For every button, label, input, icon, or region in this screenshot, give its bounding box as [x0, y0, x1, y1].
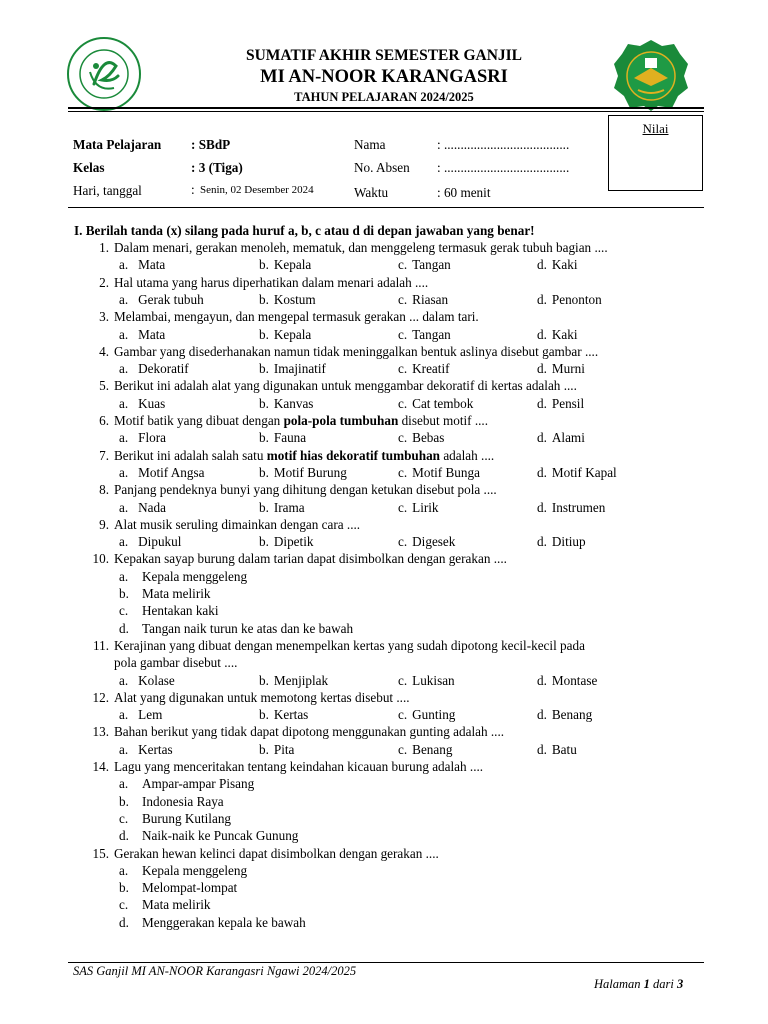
question-text-part: Alat musik seruling dimainkan dengan cara .... [114, 516, 361, 532]
option-text: Lem [138, 707, 163, 723]
option-letter: b. [259, 672, 269, 688]
option-text: Dipetik [273, 534, 314, 550]
option-letter: a. [119, 257, 129, 273]
answer-option[interactable] [119, 742, 173, 758]
question-text-part: Motif batik yang dibuat dengan [114, 413, 284, 428]
option-letter: b. [119, 793, 129, 809]
option-letter: c. [398, 395, 408, 411]
page-number: 1 [643, 977, 650, 991]
question-text-part: Melambai, mengayun, dan mengepal termasuk gerakan ... dalam tari. [114, 309, 479, 325]
title-line-1: SUMATIF AKHIR SEMESTER GANJIL [245, 47, 523, 64]
question-text-part: Panjang pendeknya bunyi yang dihitung dengan ketukan disebut pola .... [114, 482, 497, 498]
question-text-part: Kerajinan yang dibuat dengan menempelkan kertas yang sudah dipotong kecil-kecil pada [114, 637, 585, 653]
question-number: 9. [99, 516, 109, 532]
footer-divider [68, 962, 704, 963]
option-letter: b. [119, 880, 129, 896]
option-letter: d. [537, 534, 547, 550]
question-text-part: Hal utama yang harus diperhatikan dalam menari adalah .... [114, 274, 429, 290]
answer-option[interactable]: Mata melirik [142, 897, 211, 913]
answer-option[interactable] [537, 534, 586, 550]
option-letter: c. [119, 810, 129, 826]
option-letter: d. [537, 257, 547, 273]
option-text: Kuas [138, 395, 166, 411]
answer-option[interactable] [398, 327, 451, 343]
answer-option[interactable] [537, 292, 602, 308]
question-text-part: disebut motif .... [398, 413, 489, 428]
answer-option[interactable] [259, 327, 311, 343]
option-letter: c. [398, 707, 408, 723]
option-text: Penonton [551, 291, 602, 307]
option-letter: d. [537, 395, 547, 411]
page-prefix: Halaman [594, 977, 644, 991]
question-text-part: adalah .... [440, 447, 495, 463]
option-letter: c. [398, 672, 408, 688]
option-letter: a. [119, 464, 129, 480]
option-letter: d. [537, 707, 547, 723]
question-text-cont: pola gambar disebut .... [114, 655, 238, 671]
answer-option[interactable] [259, 292, 316, 308]
option-text: Motif Angsa [138, 464, 205, 480]
option-text: Dekoratif [138, 361, 189, 377]
question-text [114, 690, 410, 706]
school-name: MI AN-NOOR KARANGASRI [260, 67, 508, 87]
answer-option[interactable]: Mata melirik [142, 586, 211, 601]
info-divider [68, 207, 704, 208]
option-letter: c. [119, 603, 129, 619]
question-text-part: Gerakan hewan kelinci dapat disimbolkan dengan gerakan .... [114, 845, 439, 861]
option-text: Lukisan [412, 672, 455, 688]
option-text: Irama [273, 499, 305, 515]
option-letter: c. [398, 257, 408, 273]
footer-text: SAS Ganjil MI AN-NOOR Karangasri Ngawi 2024/2025 [73, 964, 357, 978]
answer-option[interactable] [398, 534, 455, 550]
option-letter: a. [119, 741, 129, 757]
option-letter: d. [537, 741, 547, 757]
question-text [114, 240, 608, 256]
answer-option[interactable]: Burung Kutilang [142, 810, 232, 826]
answer-option[interactable] [119, 257, 165, 273]
question-text-part: pola-pola tumbuhan [283, 413, 399, 428]
question-number: 1. [99, 240, 109, 255]
class-value: : 3 (Tiga) [191, 160, 243, 175]
question-text [114, 275, 428, 291]
option-letter: d. [537, 326, 547, 342]
option-letter: d. [119, 620, 129, 636]
answer-option[interactable] [119, 673, 175, 689]
option-text: Instrumen [551, 499, 606, 515]
answer-option[interactable] [259, 465, 347, 481]
option-text: Bebas [412, 430, 445, 446]
option-letter: b. [259, 741, 269, 757]
option-letter: a. [119, 534, 129, 550]
option-text: Motif Bunga [412, 464, 480, 480]
question-number: 2. [99, 274, 109, 290]
question-text-part: Alat yang digunakan untuk memotong kertas disebut .... [114, 689, 410, 705]
option-letter: d. [537, 672, 547, 688]
question-text-part: Berikut ini adalah alat yang digunakan untuk menggambar dekoratif di kertas adalah .... [114, 378, 577, 394]
question-number: 15. [92, 845, 109, 861]
question-text [114, 413, 488, 429]
page-mid: dari [649, 977, 677, 991]
answer-option[interactable] [537, 742, 577, 758]
option-letter: a. [119, 326, 129, 342]
answer-option[interactable] [537, 361, 585, 377]
answer-option[interactable]: Tangan naik turun ke atas dan ke bawah [142, 620, 354, 636]
answer-option[interactable] [398, 396, 473, 412]
question-number: 12. [92, 689, 109, 705]
time-label: Waktu [354, 185, 389, 200]
answer-option[interactable] [259, 430, 306, 446]
answer-option[interactable] [398, 257, 451, 273]
answer-option[interactable] [119, 361, 189, 377]
name-label: Nama [354, 137, 386, 152]
option-letter: b. [259, 499, 269, 515]
option-letter: a. [119, 361, 129, 377]
answer-option[interactable] [398, 430, 444, 446]
answer-option[interactable]: Kepala menggeleng [142, 862, 248, 878]
option-text: Riasan [412, 291, 449, 307]
answer-option[interactable]: Indonesia Raya [142, 793, 224, 809]
option-letter: b. [259, 257, 269, 273]
option-letter: a. [119, 395, 129, 411]
option-letter: c. [398, 326, 408, 342]
option-text: Flora [138, 430, 166, 446]
question-number: 6. [99, 413, 109, 428]
option-letter: b. [259, 291, 269, 307]
option-text: Pita [273, 741, 295, 757]
answer-option[interactable] [398, 465, 480, 481]
question-number: 5. [99, 378, 109, 394]
question-number: 8. [99, 482, 109, 498]
option-letter: a. [119, 568, 129, 584]
answer-option[interactable] [259, 534, 313, 550]
answer-option[interactable] [119, 327, 165, 343]
option-letter: c. [398, 534, 408, 550]
date-label: Hari, tanggal [73, 183, 142, 198]
option-text: Gunting [412, 707, 456, 723]
option-letter: b. [259, 326, 269, 342]
header-divider [68, 107, 704, 109]
option-text: Imajinatif [273, 361, 326, 377]
academic-year: TAHUN PELAJARAN 2024/2025 [294, 90, 474, 104]
answer-option[interactable] [259, 396, 313, 412]
page-indicator [594, 977, 683, 992]
subject-label: Mata Pelajaran [73, 137, 162, 152]
option-letter: c. [398, 499, 408, 515]
option-text: Cat tembok [412, 395, 474, 411]
answer-option[interactable] [398, 673, 455, 689]
option-text: Nada [138, 499, 166, 515]
option-text: Benang [551, 707, 593, 723]
option-text: Kertas [273, 707, 309, 723]
answer-option[interactable] [119, 500, 166, 516]
answer-option[interactable] [398, 742, 452, 758]
answer-option[interactable] [259, 361, 326, 377]
question-text [114, 309, 479, 325]
question-number: 3. [99, 309, 109, 325]
question-text-part: Lagu yang menceritakan tentang keindahan kicauan burung adalah .... [114, 759, 484, 774]
option-text: Kaki [551, 326, 578, 342]
answer-option[interactable] [537, 673, 597, 689]
answer-option[interactable]: Naik-naik ke Puncak Gunung [142, 828, 299, 844]
score-label: Nilai [642, 121, 669, 136]
time-value: : 60 menit [437, 185, 491, 200]
answer-option[interactable] [119, 707, 162, 723]
answer-option[interactable] [119, 430, 166, 446]
option-letter: c. [398, 361, 408, 377]
option-text: Benang [412, 741, 453, 757]
answer-option[interactable] [119, 534, 181, 550]
answer-option[interactable] [537, 500, 605, 516]
option-text: Montase [551, 672, 598, 688]
option-text: Murni [551, 361, 585, 377]
option-letter: d. [537, 464, 547, 480]
option-text: Gerak tubuh [138, 291, 204, 307]
question-text [114, 846, 439, 862]
option-letter: b. [259, 534, 269, 550]
option-letter: a. [119, 430, 129, 446]
subject-value: : SBdP [191, 137, 231, 152]
option-letter: a. [119, 862, 129, 878]
option-text: Pensil [551, 395, 585, 411]
question-text [114, 482, 497, 498]
score-box[interactable] [608, 115, 703, 191]
option-letter: a. [119, 707, 129, 723]
question-text-part: Berikut ini adalah salah satu [114, 447, 267, 463]
answer-option[interactable] [259, 707, 308, 723]
page-total: 3 [677, 977, 684, 991]
option-text: Kolase [138, 672, 175, 688]
option-text: Mata [138, 326, 166, 342]
option-letter: b. [259, 430, 269, 446]
option-text: Kepala [273, 326, 312, 342]
answer-option[interactable] [398, 707, 455, 723]
answer-option[interactable]: Melompat-lompat [142, 880, 238, 896]
answer-option[interactable] [119, 292, 204, 308]
question-text-part: Bahan berikut yang tidak dapat dipotong menggunakan gunting adalah .... [114, 724, 505, 740]
answer-option[interactable]: Hentakan kaki [142, 603, 219, 619]
question-number: 11. [93, 637, 109, 653]
option-text: Ditiup [551, 534, 586, 550]
option-text: Menjiplak [273, 672, 329, 688]
option-text: Kreatif [412, 361, 450, 377]
question-number: 7. [99, 447, 109, 463]
question-text [114, 638, 585, 654]
option-letter: d. [119, 828, 129, 844]
option-text: Batu [551, 741, 577, 757]
option-letter: b. [259, 395, 269, 411]
option-letter: b. [259, 361, 269, 377]
answer-option[interactable]: Menggerakan kepala ke bawah [142, 914, 306, 930]
answer-option[interactable] [537, 327, 578, 343]
option-letter: c. [398, 741, 408, 757]
question-text [114, 448, 494, 464]
option-text: Fauna [273, 430, 307, 446]
answer-option[interactable] [537, 465, 617, 481]
answer-option[interactable] [259, 742, 294, 758]
question-text [114, 378, 577, 394]
answer-option[interactable] [398, 500, 439, 516]
answer-option[interactable] [398, 361, 450, 377]
option-text: Dipukul [138, 534, 182, 550]
option-letter: d. [119, 914, 129, 930]
option-letter: d. [537, 291, 547, 307]
question-number: 14. [92, 759, 109, 774]
question-text [114, 724, 504, 740]
question-number: 4. [99, 343, 109, 359]
date-value: Senin, 02 Desember 2024 [200, 184, 314, 196]
option-text: Lirik [412, 499, 439, 515]
section-instruction: I. Berilah tanda (x) silang pada huruf a, b, c atau d di depan jawaban yang benar! [74, 223, 535, 238]
option-letter: b. [259, 464, 269, 480]
date-colon: : [191, 182, 195, 197]
option-text: Kepala [273, 257, 312, 273]
question-text [114, 759, 483, 775]
answer-option[interactable] [537, 257, 578, 273]
answer-option[interactable] [119, 465, 204, 481]
answer-option[interactable]: Kepala menggeleng [142, 568, 248, 584]
answer-option[interactable] [259, 673, 328, 689]
option-text: Tangan [412, 326, 451, 342]
option-letter: b. [119, 586, 129, 601]
answer-option[interactable] [398, 292, 448, 308]
option-text: Kanvas [273, 395, 314, 411]
option-text: Motif Kapal [551, 464, 617, 480]
option-letter: d. [537, 430, 547, 446]
option-letter: c. [119, 897, 129, 913]
option-text: Motif Burung [273, 464, 347, 480]
option-text: Mata [138, 257, 166, 273]
option-text: Kostum [273, 291, 316, 307]
option-letter: c. [398, 430, 408, 446]
answer-option[interactable]: Ampar-ampar Pisang [142, 776, 255, 792]
option-letter: a. [119, 672, 129, 688]
question-text [114, 551, 507, 567]
option-letter: b. [259, 707, 269, 723]
option-letter: a. [119, 499, 129, 515]
answer-option[interactable] [537, 396, 584, 412]
question-text [114, 344, 598, 360]
option-letter: c. [398, 464, 408, 480]
question-text-part: Kepakan sayap burung dalam tarian dapat disimbolkan dengan gerakan .... [114, 551, 507, 567]
option-letter: c. [398, 291, 408, 307]
question-text-part: Dalam menari, gerakan menoleh, mematuk, dan menggeleng termasuk gerak tubuh bagian .... [114, 240, 608, 255]
question-number: 10. [92, 551, 109, 567]
option-text: Alami [551, 430, 585, 446]
option-text: Tangan [412, 257, 451, 273]
question-text-part: Gambar yang disederhanakan namun tidak meninggalkan bentuk aslinya disebut gambar .... [114, 343, 599, 359]
question-text-part: motif hias dekoratif tumbuhan [266, 447, 441, 463]
answer-option[interactable] [537, 707, 592, 723]
question-text [114, 517, 360, 533]
header-divider-thin [68, 111, 704, 112]
class-label: Kelas [73, 160, 105, 175]
absen-label: No. Absen [354, 160, 410, 175]
option-text: Kertas [138, 741, 173, 757]
option-text: Digesek [412, 534, 456, 550]
answer-option[interactable] [259, 257, 311, 273]
absen-field[interactable]: : ...................................... [437, 160, 570, 175]
option-letter: d. [537, 499, 547, 515]
name-field[interactable]: : ...................................... [437, 137, 570, 152]
option-letter: d. [537, 361, 547, 377]
answer-option[interactable] [119, 396, 165, 412]
option-letter: a. [119, 776, 129, 792]
option-text: Kaki [551, 257, 578, 273]
option-letter: a. [119, 291, 129, 307]
answer-option[interactable] [537, 430, 585, 446]
answer-option[interactable] [259, 500, 305, 516]
question-number: 13. [92, 724, 109, 740]
